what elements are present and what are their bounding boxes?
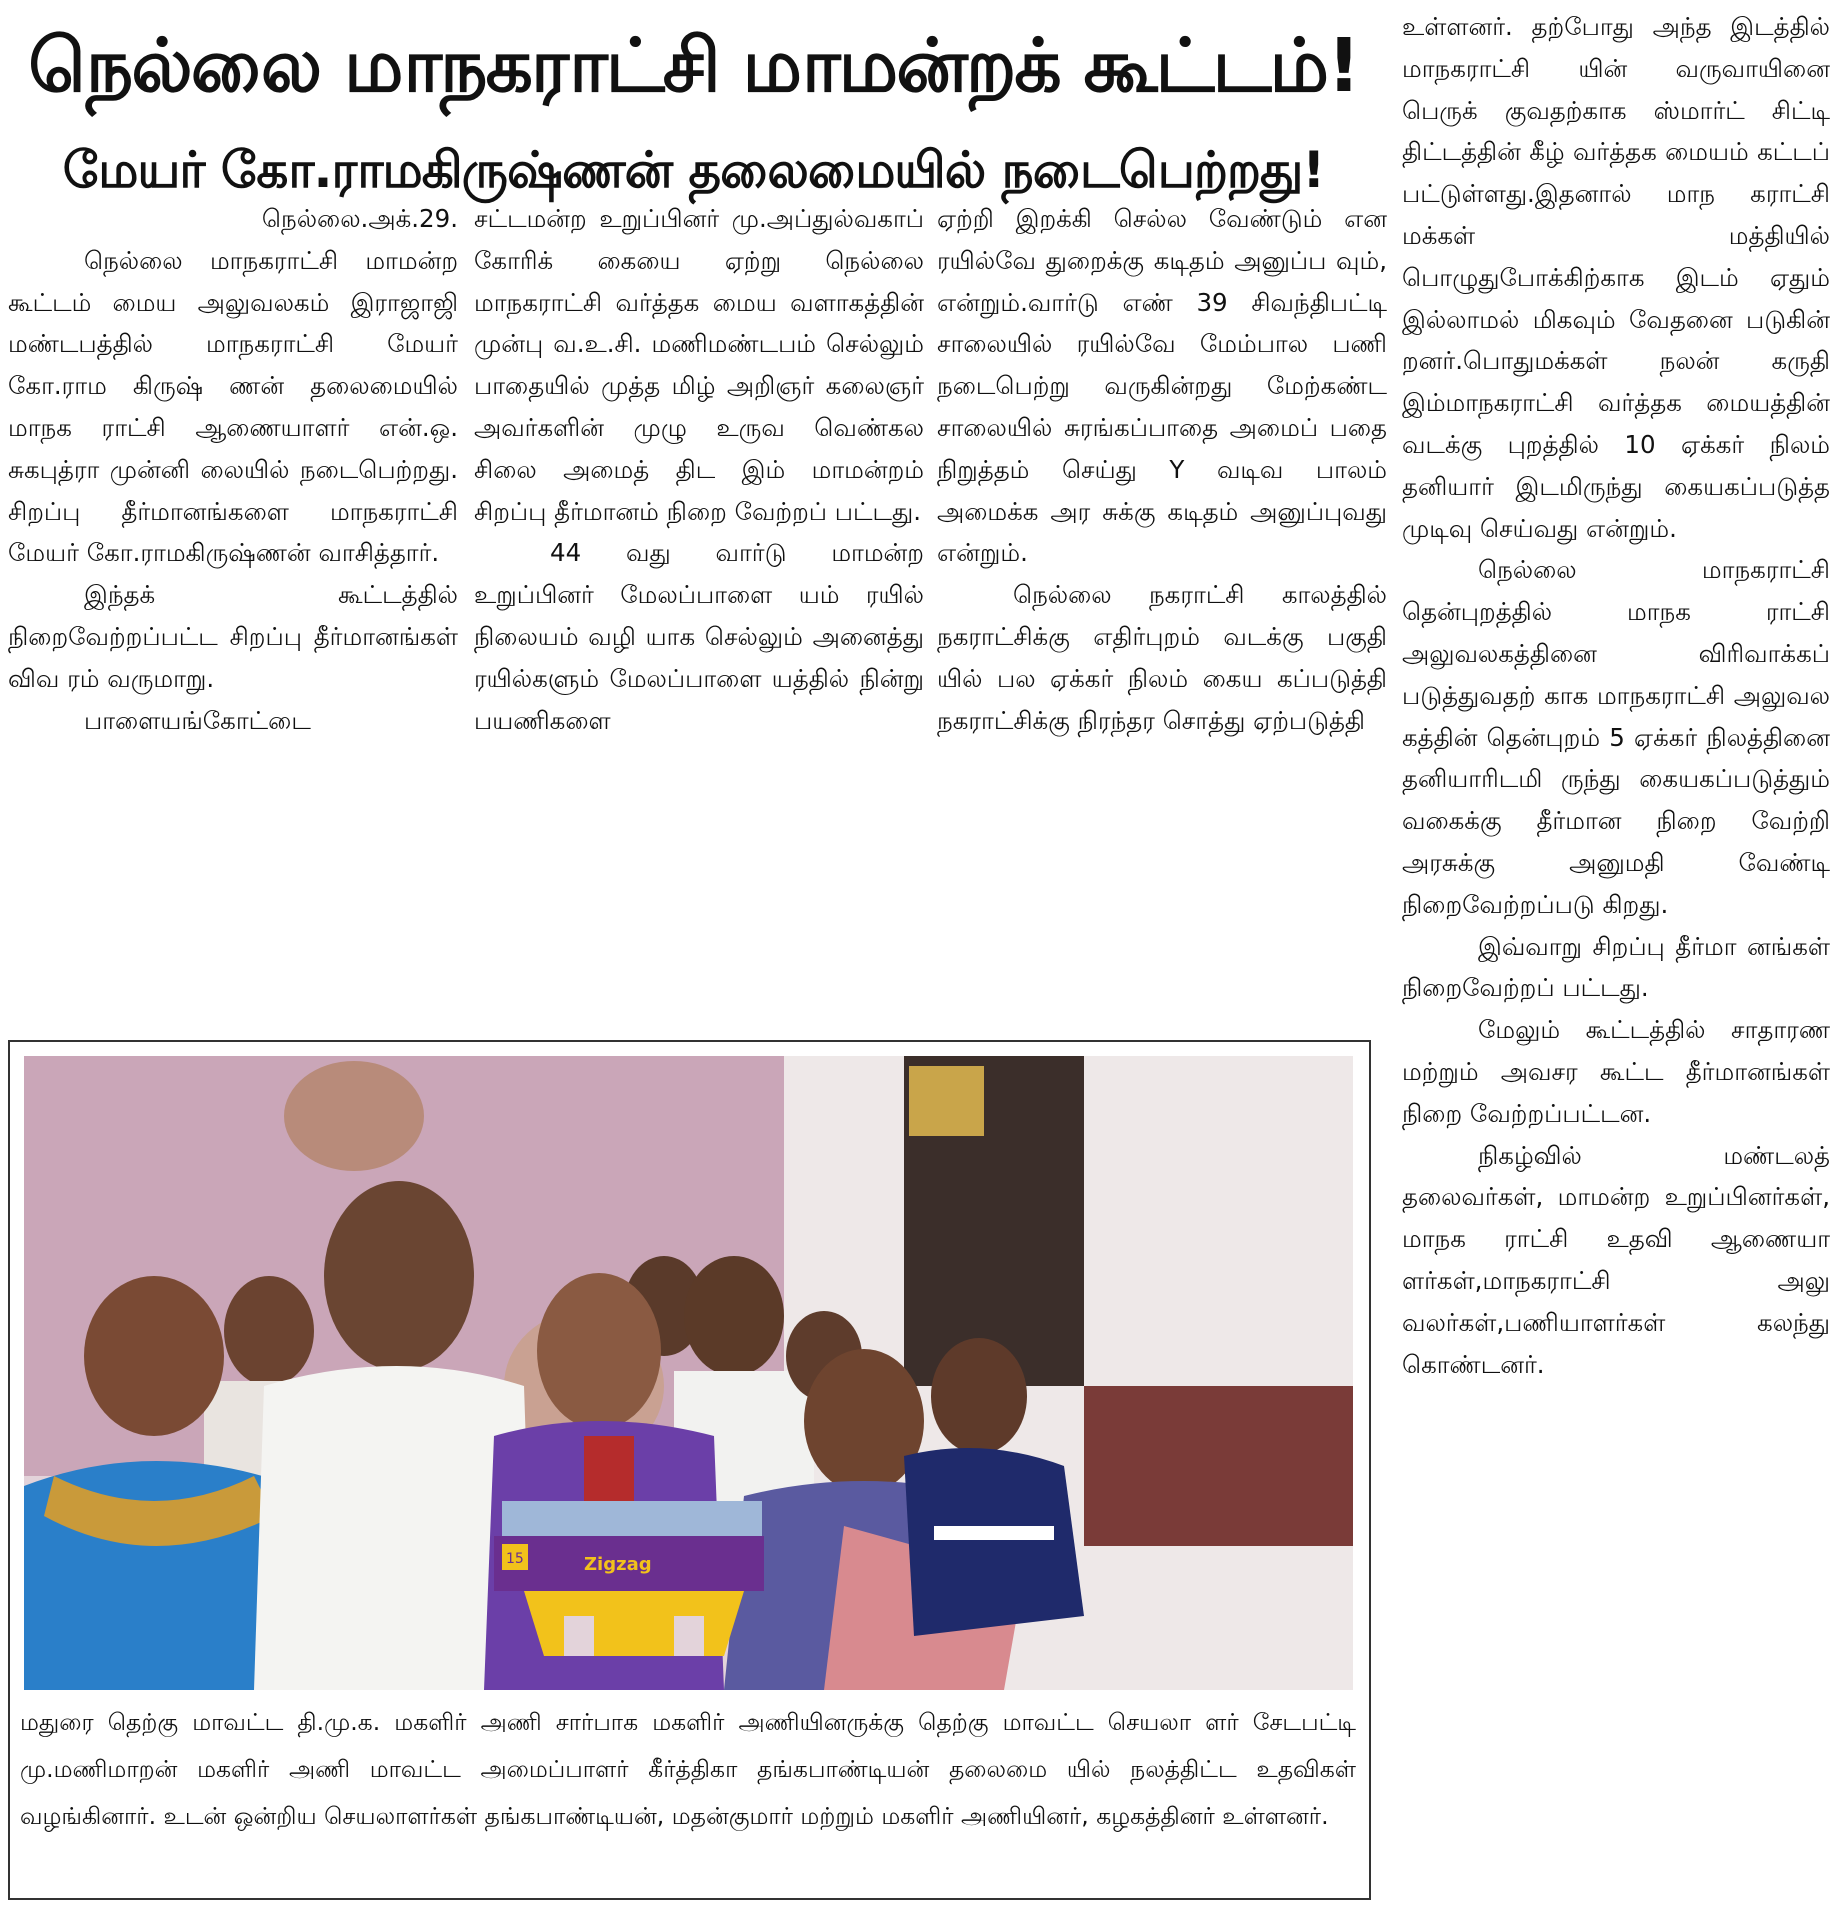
gift-sheet — [502, 1501, 762, 1541]
article-column-4 — [1402, 6, 1830, 1904]
stool-cutout — [674, 1616, 704, 1656]
dress-belt — [934, 1526, 1054, 1540]
paragraph: நிகழ்வில் மண்டலத் தலைவர்கள், மாமன்ற உறுப்பினர்கள், மாநக ராட்சி உதவி ஆணையா ளர்கள்,மாநகராட்சி அலு வலர்கள்,பணியாளர்கள் கலந்து கொண்டனர். — [1402, 1140, 1830, 1379]
headline: நெல்லை மாநகராட்சி மாமன்றக் கூட்டம்! — [28, 23, 1359, 109]
paragraph: பாளையங்கோட்டை — [84, 705, 311, 735]
gift-boxes-stack — [1084, 1386, 1353, 1546]
navy-dress — [904, 1448, 1084, 1636]
photo-illustration — [24, 1056, 1353, 1690]
dateline: நெல்லை.அக்.29. — [261, 204, 458, 233]
article-column-3 — [937, 198, 1387, 1028]
paragraph: இவ்வாறு சிறப்பு தீர்மா னங்கள் நிறைவேற்றப் பட்டது. — [1402, 931, 1830, 1003]
paragraph: நெல்லை மாநகராட்சி மாமன்ற கூட்டம் மைய அலுவலகம் இராஜாஜி மண்டபத்தில் மாநகராட்சி மேயர் கோ.ராம கிருஷ் ணன் தலைமையில் மாநக ராட்சி ஆணையாளர் என்.ஒ. சுகபுத்ரா முன்னி லையில் நடைபெற்றது. சிறப்பு தீர்மானங்களை மாநகராட்சி மேயர் கோ.ராமகிருஷ்ணன் வாசித்தார். — [8, 245, 458, 568]
person-head — [324, 1181, 474, 1371]
person-head — [537, 1273, 661, 1429]
paragraph: 44 வது வார்டு மாமன்ற உறுப்பினர் மேலப்பாளை யம் ரயில் நிலையம் வழி யாக செல்லும் அனைத்து ரயில்களும் மேலப்பாளை யத்தில் நின்று பயணிகளை — [474, 538, 924, 735]
yellow-stool — [524, 1591, 744, 1656]
photo-caption — [20, 1699, 1356, 1894]
subheadline: மேயர் கோ.ராமகிருஷ்ணன் தலைமையில் நடைபெற்றது! — [62, 141, 1325, 199]
paragraph: ஏற்றி இறக்கி செல்ல வேண்டும் என ரயில்வே துறைக்கு கடிதம் அனுப்ப வும், என்றும்.வார்டு எண் 39 சிவந்திபட்டி சாலையில் ரயில்வே மேம்பால பணி நடைபெற்று வருகின்றது மேற்கண்ட சாலையில் சுரங்கப்பாதை அமைப் பதை நிறுத்தம் செய்து Y வடிவ பாலம் அமைக்க அர சுக்கு கடிதம் அனுப்புவது என்றும். — [937, 204, 1387, 568]
paragraph: மேலும் கூட்டத்தில் சாதாரண மற்றும் அவசர கூட்ட தீர்மானங்கள் நிறை வேற்றப்பட்டன. — [1402, 1015, 1830, 1128]
banner-face — [284, 1061, 424, 1171]
paragraph: சட்டமன்ற உறுப்பினர் மு.அப்துல்வகாப் கோரிக் கையை ஏற்று நெல்லை மாநகராட்சி வர்த்தக மைய வளாகத்தின் முன்பு வ.உ.சி. மணிமண்டபம் செல்லும் பாதையில் முத்த மிழ் அறிஞர் கலைஞர் அவர்களின் முழு உருவ வெண்கல சிலை அமைத் திட இம் மாமன்றம் சிறப்பு தீர்மானம் நிறை வேற்றப் பட்டது. — [474, 204, 924, 526]
paragraph: நெல்லை மாநகராட்சி தென்புறத்தில் மாநக ராட்சி அலுவலகத்தினை விரிவாக்கப் படுத்துவதற் காக மாநகராட்சி அலுவல கத்தின் தென்புறம் 5 ஏக்கர் நிலத்தினை தனியாரிடமி ருந்து கையகப்படுத்தும் வகைக்கு தீர்மான நிறை வேற்றி அரசுக்கு அனுமதி வேண்டி நிறைவேற்றப்படு கிறது. — [1402, 555, 1830, 919]
product-badge-number: 15 — [506, 1551, 524, 1567]
person-head — [84, 1276, 224, 1436]
article-column-2 — [474, 198, 924, 1028]
person-head — [684, 1256, 784, 1376]
person-head — [224, 1276, 314, 1386]
photo-box — [8, 1040, 1371, 1900]
child-head — [931, 1338, 1027, 1454]
wall-frame — [909, 1066, 984, 1136]
article-column-1 — [8, 198, 458, 1028]
caption-text: மதுரை தெற்கு மாவட்ட தி.மு.க. மகளிர் அணி சார்பாக மகளிர் அணியினருக்கு தெற்கு மாவட்ட செயலா ளர் சேடபட்டி மு.மணிமாறன் மகளிர் அணி மாவட்ட அமைப்பாளர் கீர்த்திகா தங்கபாண்டியன் தலைமை யில் நலத்திட்ட உதவிகள் வழங்கினார். உடன் ஒன்றிய செயலாளர்கள் தங்கபாண்டியன், மதன்குமார் மற்றும் மகளிர் அணியினர், கழகத்தினர் உள்ளனர். — [20, 1708, 1356, 1830]
news-photo — [24, 1056, 1353, 1690]
paragraph: உள்ளனர். தற்போது அந்த இடத்தில் மாநகராட்சி யின் வருவாயினை பெருக் குவதற்காக ஸ்மார்ட் சிட்டி திட்டத்தின் கீழ் வர்த்தக மையம் கட்டப் பட்டுள்ளது.இதனால் மாந கராட்சி மக்கள் மத்தியில் பொழுதுபோக்கிற்காக இடம் ஏதும் இல்லாமல் மிகவும் வேதனை படுகின் றனர்.பொதுமக்கள் நலன் கருதி இம்மாநகராட்சி வர்த்தக மையத்தின் வடக்கு புறத்தில் 10 ஏக்கர் நிலம் தனியார் இடமிருந்து கையகப்படுத்த முடிவு செய்வது என்றும். — [1402, 12, 1830, 543]
paragraph: இந்தக் கூட்டத்தில் நிறைவேற்றப்பட்ட சிறப்பு தீர்மானங்கள் விவ ரம் வருமாறு. — [8, 580, 458, 693]
stool-cutout — [564, 1616, 594, 1656]
product-label: Zigzag — [584, 1554, 652, 1575]
paragraph: நெல்லை நகராட்சி காலத்தில் நகராட்சிக்கு எதிர்புறம் வடக்கு பகுதி யில் பல ஏக்கர் நிலம் கைய கப்படுத்தி நகராட்சிக்கு நிரந்தர சொத்து ஏற்படுத்தி — [937, 580, 1387, 735]
